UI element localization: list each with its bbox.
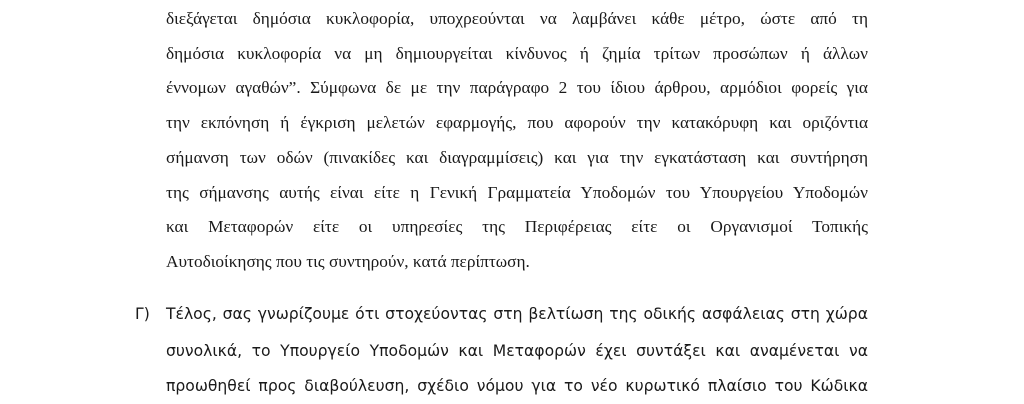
paragraph-b-line-3: έννομων αγαθών”. Σύμφωνα δε με την παράγραφο 2 του ίδιου άρθρου, αρμόδιοι φορείς για (166, 78, 868, 97)
paragraph-b-line-4: την εκπόνηση ή έγκριση μελετών εφαρμογής, που αφορούν την κατακόρυφη και οριζόντια (166, 113, 868, 132)
paragraph-b-line-6: της σήμανσης αυτής είναι είτε η Γενική Γραμματεία Υποδομών του Υπουργείου Υποδομών (166, 183, 868, 202)
paragraph-c-line-2: συνολικά, το Υπουργείο Υποδομών και Μεταφορών έχει συντάξει και αναμένεται να (166, 342, 868, 360)
paragraph-b-line-2: δημόσια κυκλοφορία να μη δημιουργείται κίνδυνος ή ζημία τρίτων προσώπων ή άλλων (166, 44, 868, 63)
paragraph-c-line-1: Τέλος, σας γνωρίζουμε ότι στοχεύοντας στη βελτίωση της οδικής ασφάλειας στη χώρα (166, 305, 868, 323)
paragraph-c-line-3: προωθηθεί προς διαβούλευση, σχέδιο νόμου για το νέο κυρωτικό πλαίσιο του Κώδικα (166, 377, 868, 395)
paragraph-b-line-7: και Μεταφορών είτε οι υπηρεσίες της Περιφέρειας είτε οι Οργανισμοί Τοπικής (166, 217, 868, 236)
paragraph-b-line-1: διεξάγεται δημόσια κυκλοφορία, υποχρεούνται να λαμβάνει κάθε μέτρο, ώστε από τη (166, 9, 868, 28)
paragraph-b-line-5: σήμανση των οδών (πινακίδες και διαγραμμίσεις) και για την εγκατάσταση και συντήρηση (166, 148, 868, 167)
paragraph-c-marker: Γ) (135, 305, 150, 323)
paragraph-b-line-8: Αυτοδιοίκησης που τις συντηρούν, κατά περίπτωση. (166, 252, 530, 271)
